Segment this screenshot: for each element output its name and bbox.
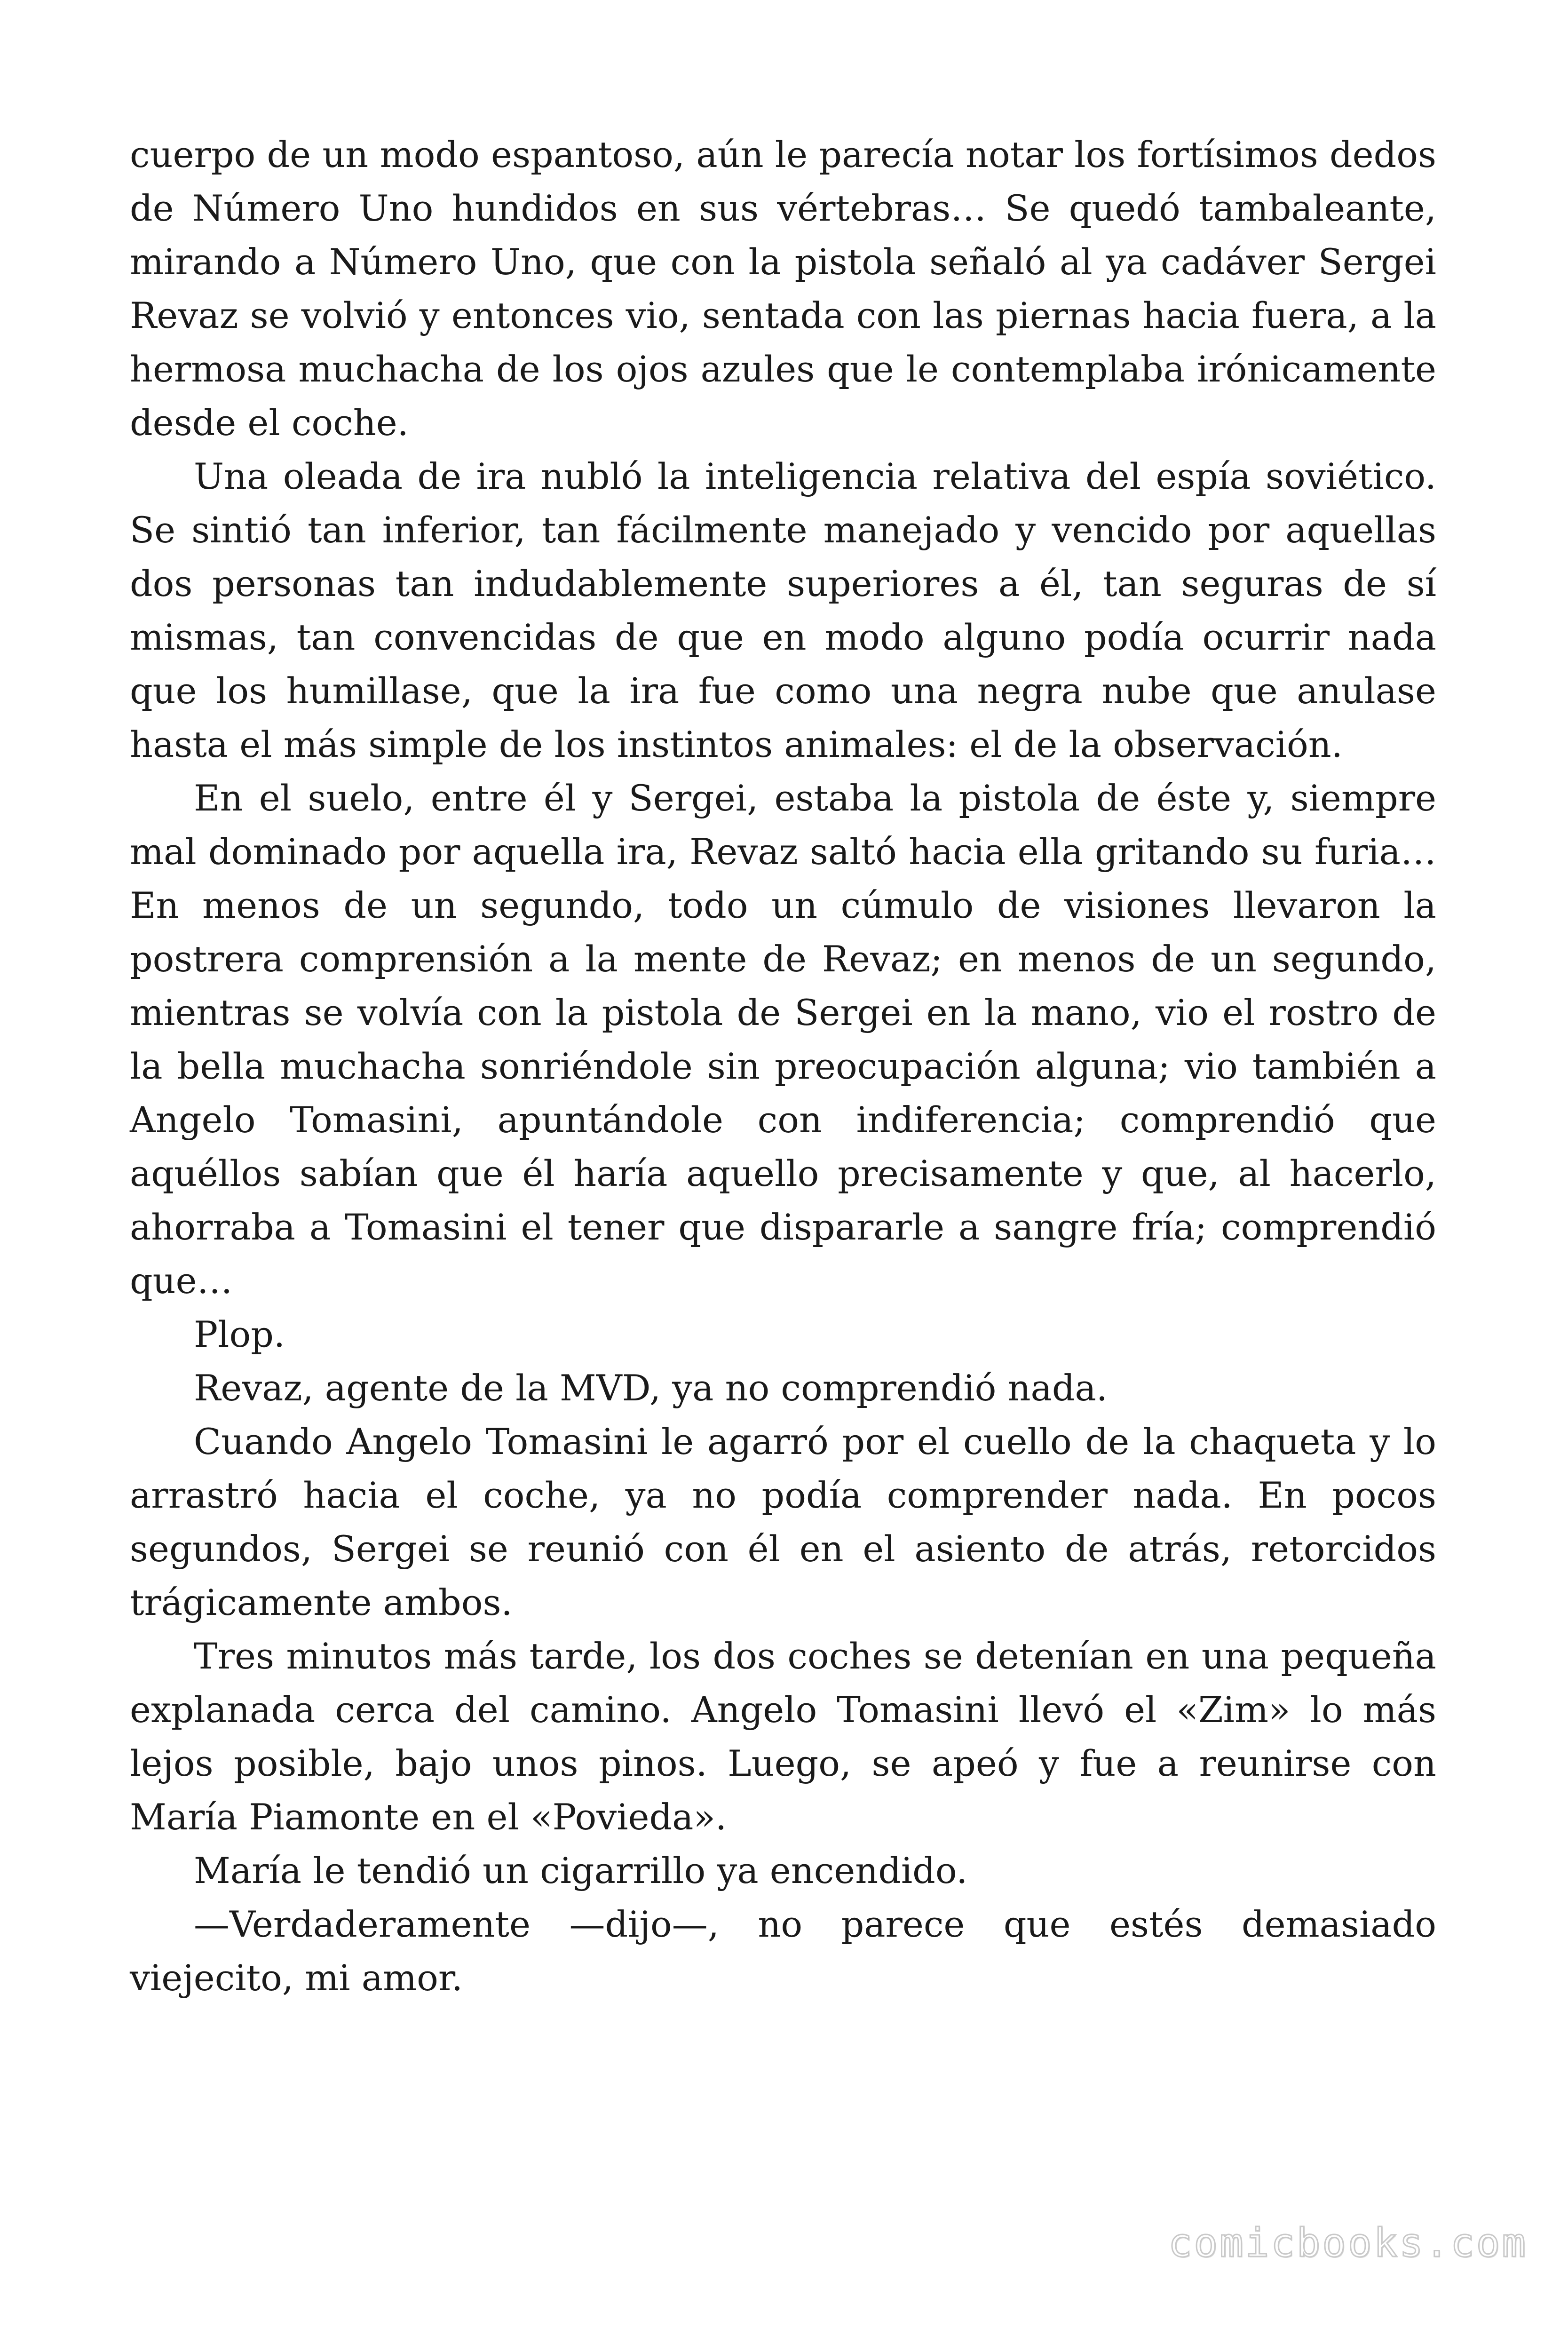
paragraph: —Verdaderamente —dijo—, no parece que estés demasiado viejecito, mi amor. (130, 1903, 1436, 1999)
paragraph: Cuando Angelo Tomasini le agarró por el cuello de la chaqueta y lo arrastró hacia el coche, ya no podía comprender nada. En pocos segundos, Sergei se reunió con él en el asiento de atrás, retorcidos trágicamente ambos. (130, 1421, 1436, 1623)
paragraph: Plop. (194, 1313, 285, 1355)
paragraph: En el suelo, entre él y Sergei, estaba la pistola de éste y, siempre mal dominado por aquella ira, Revaz saltó hacia ella gritando su furia… En menos de un segundo, todo un cúmulo de visiones llevaron la postrera comprensión a la mente de Revaz; en menos de un segundo, mientras se volvía con la pistola de Sergei en la mano, vio el rostro de la bella muchacha sonriéndole sin preocupación alguna; vio también a Angelo Tomasini, apuntándole con indiferencia; comprendió que aquéllos sabían que él haría aquello precisamente y que, al hacerlo, ahorraba a Tomasini el tener que dispararle a sangre fría; comprendió que… (130, 777, 1436, 1302)
paragraph: Tres minutos más tarde, los dos coches se detenían en una pequeña explanada cerca del camino. Angelo Tomasini llevó el «Zim» lo más lejos posible, bajo unos pinos. Luego, se apeó y fue a reunirse con María Piamonte en el «Povieda». (130, 1635, 1436, 1838)
paragraph: Una oleada de ira nubló la inteligencia relativa del espía soviético. Se sintió tan inferior, tan fácilmente manejado y vencido por aquellas dos personas tan indudablemente superiores a él, tan seguras de sí mismas, tan convencidas de que en modo alguno podía ocurrir nada que los humillase, que la ira fue como una negra nube que anulase hasta el más simple de los instintos animales: el de la observación. (130, 455, 1436, 765)
watermark: comicbooks.com (1168, 2220, 1528, 2266)
body-text (130, 128, 1436, 2005)
paragraph: cuerpo de un modo espantoso, aún le parecía notar los fortísimos dedos de Número Uno hundidos en sus vértebras… Se quedó tambaleante, mirando a Número Uno, que con la pistola señaló al ya cadáver Sergei Revaz se volvió y entonces vio, sentada con las piernas hacia fuera, a la hermosa muchacha de los ojos azules que le contemplaba irónicamente desde el coche. (130, 134, 1436, 444)
paragraph: Revaz, agente de la MVD, ya no comprendió nada. (194, 1367, 1108, 1409)
paragraph: María le tendió un cigarrillo ya encendido. (194, 1850, 968, 1891)
